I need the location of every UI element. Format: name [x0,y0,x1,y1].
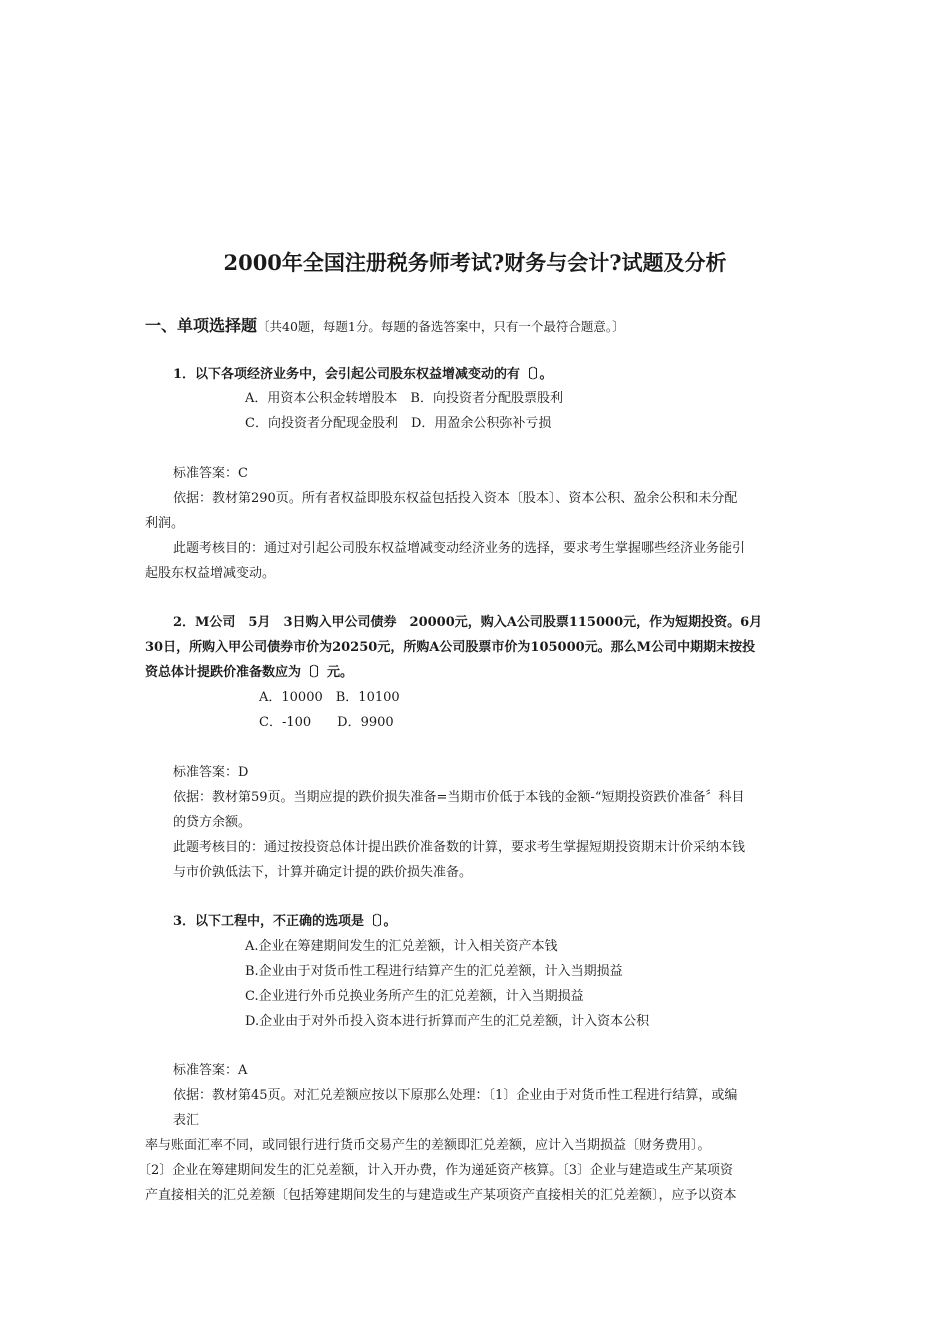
q2-stem-line3: 资总体计提跌价准备数应为〔〕元。 [145,665,354,680]
q2-basis-line1: 依据：教材第59页。当期应提的跌价损失准备=当期市价低于本钱的金额-“短期投资跌价准备〞科目 [173,790,745,805]
section-heading-line [145,316,625,337]
q3-option-d: D.企业由于对外币投入资本进行折算而产生的汇兑差额，计入资本公积 [245,1014,650,1029]
q1-options-line2: C．向投资者分配现金股利 D．用盈余公积弥补亏损 [245,416,552,431]
q1-answer: 标准答案：C [173,466,248,481]
q3-option-c: C.企业进行外币兑换业务所产生的汇兑差额，计入当期损益 [245,989,584,1004]
q2-answer: 标准答案：D [173,765,249,780]
q1-basis-line2: 利润。 [145,516,185,531]
q2-purpose-line1: 此题考核目的：通过按投资总体计提出跌价准备数的计算，要求考生掌握短期投资期末计价采纳本钱 [173,840,746,855]
document-title: 2000年全国注册税务师考试?财务与会计?试题及分析 [223,250,727,275]
q3-basis-line5: 产直接相关的汇兑差额〔包括筹建期间发生的与建造或生产某项资产直接相关的汇兑差额〕，应予以资本 [145,1188,737,1203]
q3-basis-line1: 依据：教材第45页。对汇兑差额应按以下原那么处理：〔1〕企业由于对货币性工程进行结算，或编 [173,1088,738,1103]
section-note: 〔共40题，每题1分。每题的备选答案中，只有一个最符合题意。〕 [257,319,625,334]
q2-purpose-line2: 与市价孰低法下，计算并确定计提的跌价损失准备。 [173,865,473,880]
q3-basis-line2: 表汇 [173,1113,200,1128]
q3-option-a: A.企业在筹建期间发生的汇兑差额，计入相关资产本钱 [245,939,558,954]
q1-purpose-line2: 起股东权益增减变动。 [145,566,276,581]
q1-stem: 1．以下各项经济业务中，会引起公司股东权益增减变动的有〔〕。 [173,367,553,382]
q2-stem-line2: 30日，所购入甲公司债券市价为20250元，所购A公司股票市价为105000元。那么M公司中期期末按投 [145,640,756,655]
q2-stem-line1: 2．M公司 5月 3日购入甲公司债券 20000元，购入A公司股票115000元，作为短期投资。6月 [173,615,763,630]
q1-basis-line1: 依据：教材第290页。所有者权益即股东权益包括投入资本〔股本〕、资本公积、盈余公积和未分配 [173,491,738,506]
q3-basis-line3: 率与账面汇率不同，或同银行进行货币交易产生的差额即汇兑差额，应计入当期损益〔财务费用〕。 [145,1138,711,1153]
q3-basis-line4: 〔2〕企业在筹建期间发生的汇兑差额，计入开办费，作为递延资产核算。〔3〕企业与建造或生产某项资 [138,1163,734,1178]
q2-options-line2: C．-100 D．9900 [259,715,394,730]
q1-options-line1: A．用资本公积金转增股本 B．向投资者分配股票股利 [245,391,563,406]
q2-basis-line2: 的贷方余额。 [173,815,252,830]
q2-options-line1: A．10000 B．10100 [259,690,400,705]
q3-answer: 标准答案：A [173,1063,248,1078]
section-heading: 一、单项选择题 [145,316,258,335]
q3-stem: 3．以下工程中，不正确的选项是〔〕。 [173,914,397,929]
q1-purpose-line1: 此题考核目的：通过对引起公司股东权益增减变动经济业务的选择，要求考生掌握哪些经济业务能引 [173,541,746,556]
q3-option-b: B.企业由于对货币性工程进行结算产生的汇兑差额，计入当期损益 [245,964,623,979]
